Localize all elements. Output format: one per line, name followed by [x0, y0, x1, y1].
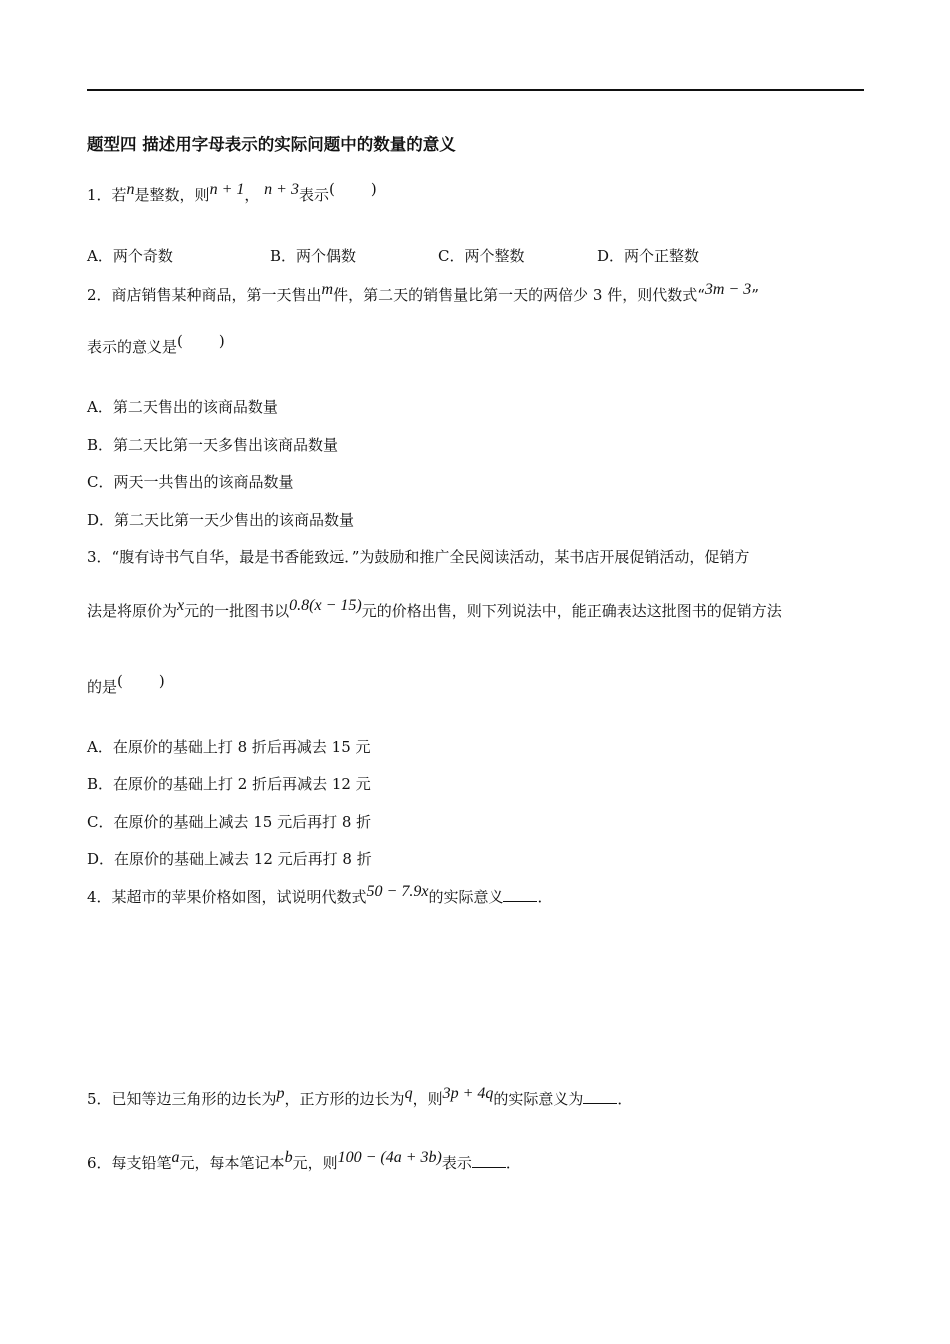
var-m: m — [321, 281, 334, 298]
expr-n-plus-3: n + 3 — [264, 181, 299, 198]
expr-n-plus-1: n + 1 — [209, 181, 245, 198]
question-3-stem-line2: 法是将原价为x元的一批图书以0.8(x − 15)元的价格出售，则下列说法中，能正确表达这批图书的促销方法 — [87, 597, 782, 620]
option-c: C．两天一共售出的该商品数量 — [87, 473, 294, 491]
option-d: D．两个正整数 — [597, 247, 700, 265]
answer-blank — [583, 1091, 617, 1104]
option-a: A．第二天售出的该商品数量 — [87, 398, 278, 416]
answer-paren: ( ) — [177, 332, 225, 350]
question-3-stem: 3．“腹有诗书气自华，最是书香能致远．”为鼓励和推广全民阅读活动，某书店开展促销活动，促销方 — [87, 548, 750, 566]
option-b: B．两个偶数 — [270, 247, 357, 265]
question-2-stem-line2: 表示的意义是( ) — [87, 332, 225, 356]
question-6-stem: 6．每支铅笔a元，每本笔记本b元，则100 − (4a + 3b)表示 ． — [87, 1149, 521, 1172]
answer-blank — [503, 889, 537, 902]
question-1-options — [87, 245, 699, 266]
option-a: A．在原价的基础上打 8 折后再减去 15 元 — [87, 738, 371, 756]
var-p: p — [276, 1085, 285, 1102]
section-title: 题型四 描述用字母表示的实际问题中的数量的意义 — [87, 135, 456, 154]
expr-3m-minus-3: 3m − 3 — [704, 281, 752, 298]
question-2-stem: 2．商店销售某种商品，第一天售出m件，第二天的销售量比第一天的两倍少 3 件，则代数式“3m − 3” — [87, 281, 759, 304]
question-4-stem: 4．某超市的苹果价格如图，试说明代数式50 − 7.9x的实际意义 ． — [87, 883, 553, 906]
expr-apple-price: 50 − 7.9x — [366, 883, 429, 900]
question-3-stem-line3: 的是( ) — [87, 672, 165, 696]
var-q: q — [404, 1085, 413, 1102]
question-5-stem: 5．已知等边三角形的边长为p，正方形的边长为q，则3p + 4q的实际意义为 ． — [87, 1085, 633, 1108]
option-c: C．在原价的基础上减去 15 元后再打 8 折 — [87, 813, 372, 831]
answer-blank — [472, 1155, 506, 1168]
expr-discount: 0.8(x − 15) — [289, 597, 362, 614]
option-d: D．第二天比第一天少售出的该商品数量 — [87, 511, 355, 529]
option-b: B．在原价的基础上打 2 折后再减去 12 元 — [87, 775, 371, 793]
option-d: D．在原价的基础上减去 12 元后再打 8 折 — [87, 850, 372, 868]
option-c: C．两个整数 — [438, 247, 525, 265]
var-b: b — [284, 1149, 293, 1166]
header-rule — [87, 89, 864, 91]
expr-perimeter-sum: 3p + 4q — [442, 1085, 494, 1102]
answer-paren: ( ) — [117, 672, 165, 690]
option-a: A．两个奇数 — [87, 247, 173, 265]
var-n: n — [126, 181, 135, 198]
var-x: x — [177, 597, 185, 614]
answer-paren: ( ) — [328, 180, 377, 198]
option-b: B．第二天比第一天多售出该商品数量 — [87, 436, 339, 454]
var-a: a — [171, 1149, 180, 1166]
question-1-stem: 1．若n是整数，则n + 1， n + 3表示( ) — [87, 180, 377, 204]
expr-change: 100 − (4a + 3b) — [337, 1149, 442, 1166]
